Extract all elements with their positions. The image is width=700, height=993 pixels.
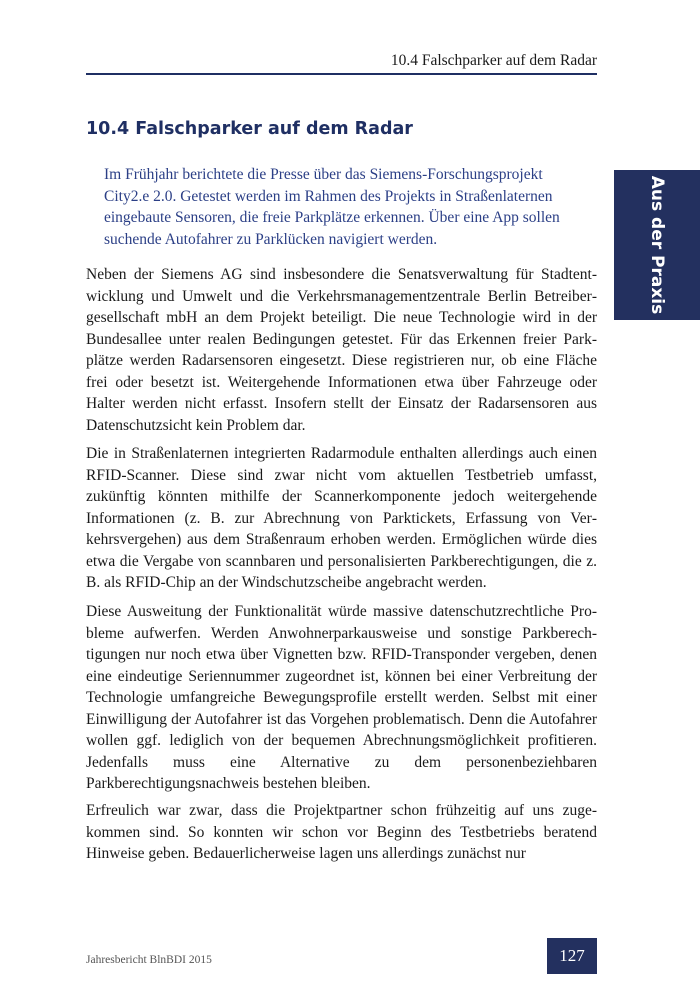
running-header: 10.4 Falschparker auf dem Radar <box>390 52 597 69</box>
intro-line: eingebaute Sensoren, die freie Parkplätze erkennen. Über eine App sollen <box>104 209 560 227</box>
side-tab-label: Aus der Praxis <box>647 175 667 315</box>
footer-publication: Jahresbericht BlnBDI 2015 <box>86 954 212 966</box>
intro-paragraph <box>104 164 594 250</box>
page-number: 127 <box>559 946 585 965</box>
section-heading: 10.4 Falschparker auf dem Radar <box>86 119 413 139</box>
page-number-box <box>547 938 597 974</box>
side-tab <box>614 170 700 320</box>
header-rule <box>86 73 597 75</box>
body-paragraph-4: Erfreulich war zwar, dass die Projektpartner schon frühzeitig auf uns zugekommen sind. So konnten wir schon vor Beginn des Testbetriebs beratend Hinweise geben. Bedauerlicherweise lagen uns allerdings zunächst nur <box>86 802 597 862</box>
intro-line: Im Frühjahr berichtete die Presse über das Siemens-Forschungsprojekt <box>104 166 543 183</box>
body-paragraph-1: Neben der Siemens AG sind insbesondere die Senatsverwaltung für Stadtentwicklung und Umwelt und die Verkehrsmanagementzentrale Berlin Betreibergesellschaft mbH an dem Projekt beteiligt. Die neue Technologie wird in der Bundesallee unter realen Bedingungen getestet. Für das Erkennen freier Parkplätze werden Radarsensoren eingesetzt. Diese registrieren nur, ob eine Fläche frei oder besetzt ist. Weitergehende Informationen etwa über Fahrzeuge oder Halter werden nicht erfasst. Insofern stellt der Einsatz der Radarsensoren aus Datenschutzsicht kein Problem dar. <box>86 266 597 434</box>
body-paragraph-3: Diese Ausweitung der Funktionalität würde massive datenschutzrechtliche Probleme aufwerfen. Werden Anwohnerparkausweise und sonstige Parkberechtigungen nur noch etwa über Vignetten bzw. RFID-Transponder vergeben, denen eine eindeutige Seriennummer zugeordnet ist, können bei einer Verbreitung der Technologie umfangreiche Bewegungsprofile erstellt werden. Selbst mit einer Einwilligung der Autofahrer ist das Vorgehen problematisch. Denn die Autofahrer wollen ggf. lediglich von der bequemen Abrechnungsmöglichkeit profitieren. Jedenfalls muss eine Alternative zu dem personenbeziehbaren Parkberechtigungsnachweis bestehen bleiben. <box>86 603 597 792</box>
intro-line: suchende Autofahrer zu Parklücken navigiert werden. <box>104 230 438 248</box>
body-paragraph-2: Die in Straßenlaternen integrierten Radarmodule enthalten allerdings auch einen RFID-Scanner. Diese sind zwar nicht vom aktuellen Testbetrieb umfasst, zukünftig könnten mithilfe der Scannerkomponente jedoch weitergehende Informationen (z. B. zur Abrechnung von Parktickets, Erfassung von Verkehrsvergehen) aus dem Straßenraum erhoben werden. Ermöglichen würde dies etwa die Vergabe von scannbaren und personalisierten Parkberechtigungen, die z. B. als RFID-Chip an der Windschutzscheibe angebracht werden. <box>86 445 597 591</box>
intro-line: City2.e 2.0. Getestet werden im Rahmen des Projekts in Straßenlaternen <box>104 187 553 205</box>
